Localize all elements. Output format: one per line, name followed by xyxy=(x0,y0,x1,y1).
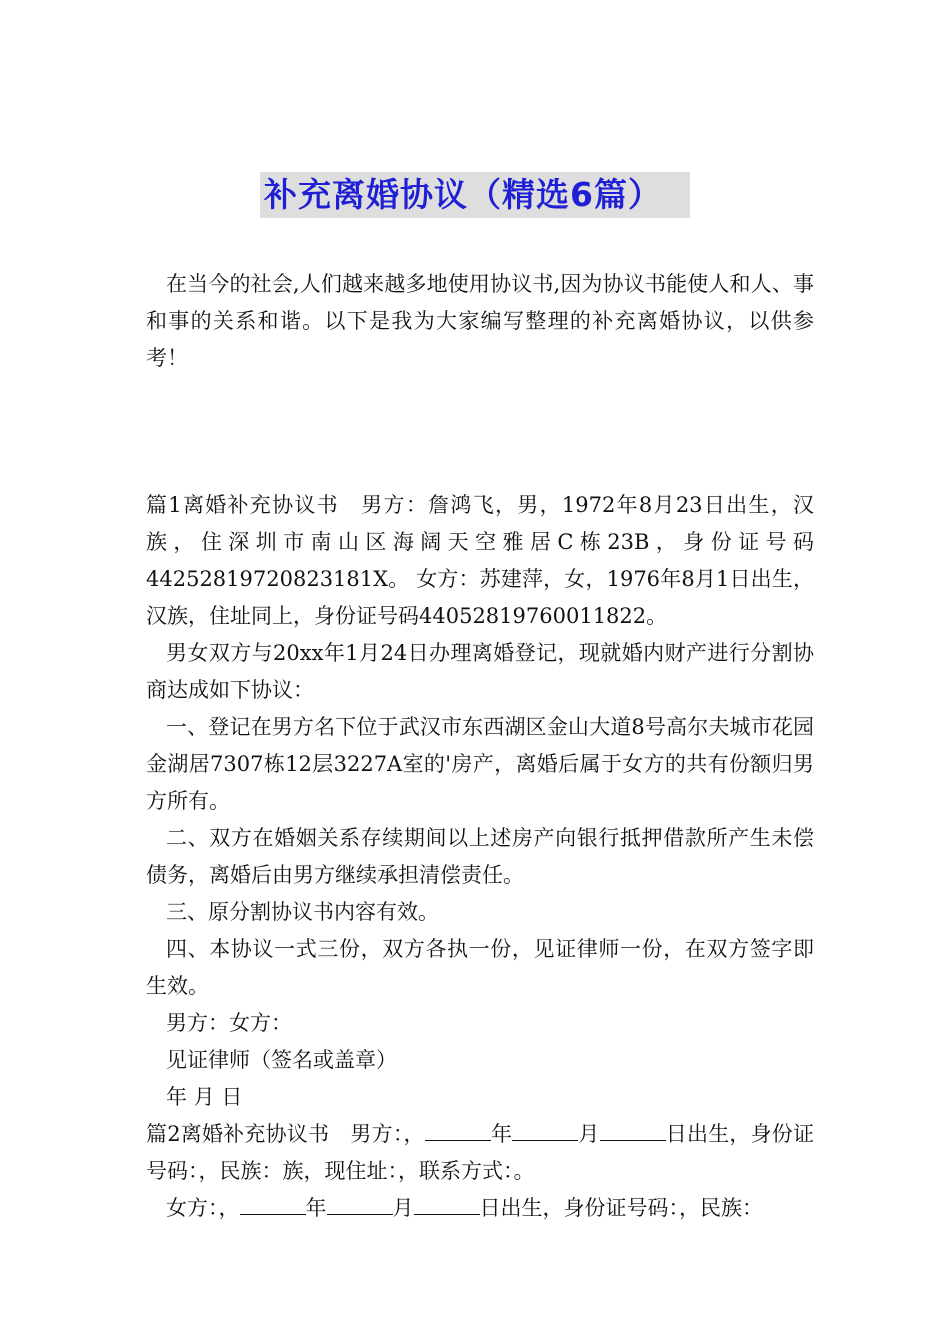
clause-4: 四、本协议一式三份，双方各执一份，见证律师一份，在双方签字即生效。 xyxy=(146,937,814,998)
month-label: 月 xyxy=(392,1196,414,1220)
fill-blank xyxy=(600,1122,666,1141)
month-label: 月 xyxy=(578,1122,600,1146)
fill-blank xyxy=(327,1196,393,1215)
fill-blank xyxy=(240,1196,306,1215)
section-2-header-paragraph xyxy=(146,1116,814,1190)
section-1-header-paragraph: 篇1离婚补充协议书 男方：詹鸿飞，男，1972年8月23日出生，汉族，住深圳市南山区海阔天空雅居C栋23B，身份证号码44252819720823181X。 女方：苏建萍，女，1976年8月1日出生，汉族，住址同上，身份证号码44052819760011822。 xyxy=(146,493,814,628)
year-label: 年 xyxy=(490,1122,513,1146)
clause-2: 二、双方在婚姻关系存续期间以上述房产向银行抵押借款所产生未偿债务，离婚后由男方继续承担清偿责任。 xyxy=(146,826,814,887)
female-tail: 日出生，身份证号码：，民族： xyxy=(479,1196,763,1220)
clause-1: 一、登记在男方名下位于武汉市东西湖区金山大道8号高尔夫城市花园金湖居7307栋12层3227A室的'房产，离婚后属于女方的共有份额归男方所有。 xyxy=(146,715,814,813)
clause-3: 三、原分割协议书内容有效。 xyxy=(166,900,439,924)
fill-blank xyxy=(512,1122,578,1141)
intro-paragraph: 在当今的社会,人们越来越多地使用协议书,因为协议书能使人和人、事和事的关系和谐。以下是我为大家编写整理的补充离婚协议，以供参考！ xyxy=(146,272,814,370)
signature-line: 男方：女方： xyxy=(166,1011,292,1035)
year-label: 年 xyxy=(305,1196,327,1220)
agreement-intro-paragraph: 男女双方与20xx年1月24日办理离婚登记，现就婚内财产进行分割协商达成如下协议： xyxy=(146,641,814,702)
section-2-tail: 日出生，身份证号码：，民族：族，现住址：，联系方式：。 xyxy=(146,1122,815,1183)
document-title: 补充离婚协议（精选6篇） xyxy=(260,172,690,218)
paragraph-gap xyxy=(146,377,814,487)
fill-blank xyxy=(425,1122,491,1141)
female-party-paragraph xyxy=(146,1190,814,1227)
witness-line: 见证律师（签名或盖章） xyxy=(166,1048,397,1072)
section-2-lead: 篇2离婚补充协议书 男方：， xyxy=(146,1122,425,1146)
document-body xyxy=(146,266,814,1227)
female-lead: 女方：， xyxy=(166,1196,240,1220)
fill-blank xyxy=(414,1196,480,1215)
title-area xyxy=(0,172,950,218)
date-line: 年 月 日 xyxy=(166,1085,243,1109)
